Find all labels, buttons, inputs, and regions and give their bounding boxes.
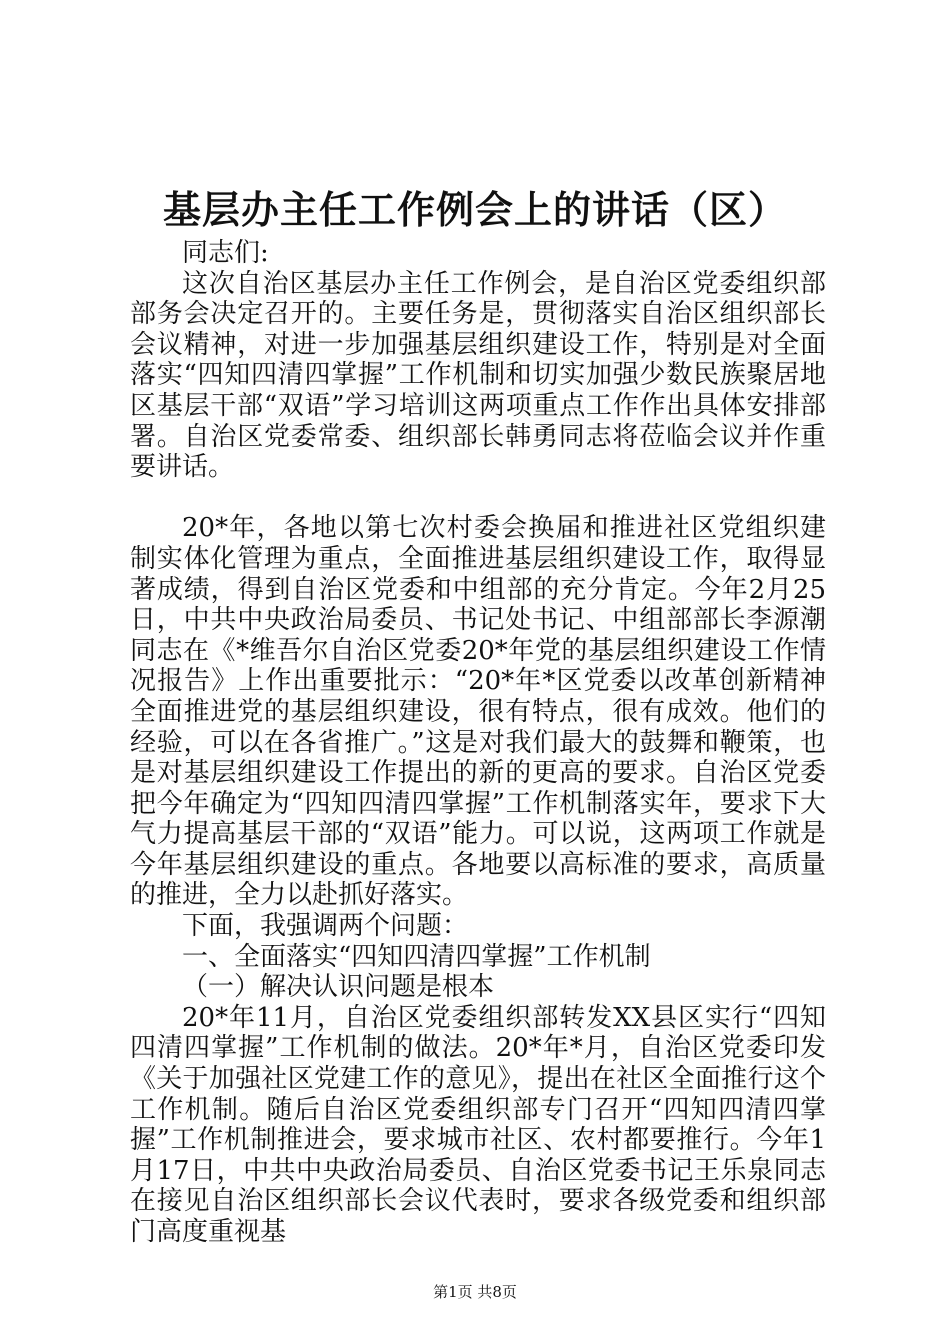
- document-title: 基层办主任工作例会上的讲话（区）: [162, 187, 787, 232]
- paragraph-spacer: [130, 483, 826, 514]
- section-heading: 一、全面落实“四知四清四掌握”工作机制: [182, 941, 651, 972]
- page-number: 第1页 共8页: [433, 1283, 517, 1301]
- salutation: 同志们:: [182, 238, 269, 268]
- paragraph-background: 20*年11月，自治区党委组织部转发XX县区实行“四知四清四掌握”工作机制的做法。20*年*月，自治区党委印发《关于加强社区党建工作的意见》，提出在社区全面推行这个工作机制。随后自治区党委组织部专门召开“四知四清四掌握”工作机制推进会，要求城市社区、农村都要推行。今年1月17日，中共中央政治局委员、自治区党委书记王乐泉同志在接见自治区组织部长会议代表时，要求各级党委和组织部门高度重视基: [130, 1002, 826, 1247]
- paragraph-transition: 下面，我强调两个问题：: [182, 911, 469, 942]
- document-body: [130, 238, 826, 1248]
- subsection-heading: （一）解决认识问题是根本: [182, 972, 495, 1003]
- paragraph-intro: 这次自治区基层办主任工作例会，是自治区党委组织部部务会决定召开的。主要任务是，贯彻落实自治区组织部长会议精神，对进一步加强基层组织建设工作，特别是对全面落实“四知四清四掌握”工作机制和切实加强少数民族聚居地区基层干部“双语”学习培训这两项重点工作作出具体安排部署。自治区党委常委、组织部长韩勇同志将莅临会议并作重要讲话。: [130, 268, 826, 483]
- paragraph-achievements: 20*年，各地以第七次村委会换届和推进社区党组织建制实体化管理为重点，全面推进基层组织建设工作，取得显著成绩，得到自治区党委和中组部的充分肯定。今年2月25日，中共中央政治局委员、书记处书记、中组部部长李源潮同志在《*维吾尔自治区党委20*年党的基层组织建设工作情况报告》上作出重要批示：“20*年*区党委以改革创新精神全面推进党的基层组织建设，很有特点，很有成效。他们的经验，可以在各省推广。”这是对我们最大的鼓舞和鞭策，也是对基层组织建设工作提出的新的更高的要求。自治区党委把今年确定为“四知四清四掌握”工作机制落实年，要求下大气力提高基层干部的“双语”能力。可以说，这两项工作就是今年基层组织建设的重点。各地要以高标准的要求，高质量的推进，全力以赴抓好落实。: [130, 513, 826, 911]
